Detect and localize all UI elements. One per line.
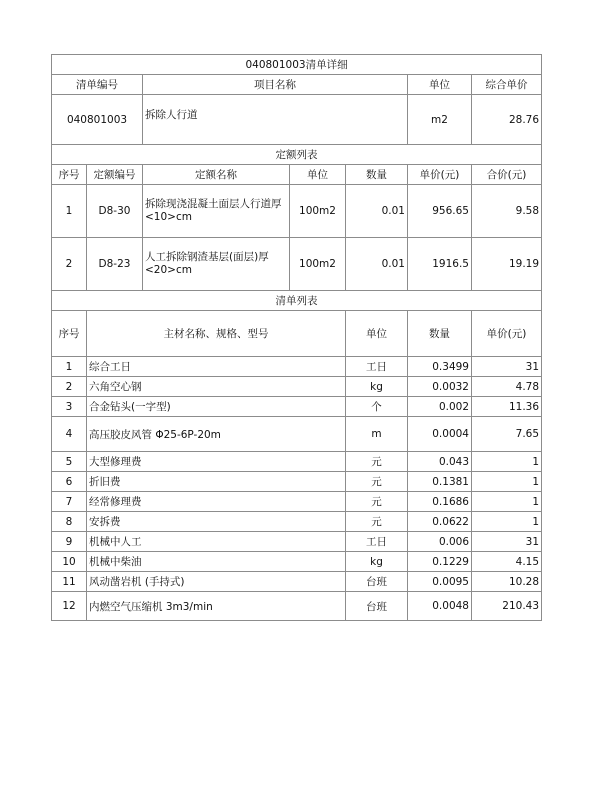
material-name: 经常修理费 xyxy=(87,492,346,512)
title-row xyxy=(52,55,542,75)
material-price: 4.78 xyxy=(472,377,542,397)
material-price: 31 xyxy=(472,357,542,377)
material-price: 1 xyxy=(472,452,542,472)
quota-col-price: 单价(元) xyxy=(408,165,472,185)
material-row xyxy=(52,552,542,572)
material-unit: kg xyxy=(346,377,408,397)
material-qty: 0.1229 xyxy=(408,552,472,572)
material-unit: 元 xyxy=(346,492,408,512)
quota-code: D8-23 xyxy=(87,238,143,291)
material-price: 4.15 xyxy=(472,552,542,572)
material-no: 2 xyxy=(52,377,87,397)
material-name: 机械中人工 xyxy=(87,532,346,552)
material-name: 高压胶皮风管 Φ25-6P-20m xyxy=(87,417,346,452)
material-name: 综合工日 xyxy=(87,357,346,377)
material-row xyxy=(52,592,542,621)
material-row xyxy=(52,397,542,417)
bill-name: 拆除人行道 xyxy=(143,95,408,145)
material-no: 11 xyxy=(52,572,87,592)
material-qty: 0.043 xyxy=(408,452,472,472)
material-row xyxy=(52,492,542,512)
material-no: 7 xyxy=(52,492,87,512)
unit-label: 单位 xyxy=(408,75,472,95)
quota-row xyxy=(52,238,542,291)
material-no: 9 xyxy=(52,532,87,552)
material-name: 机械中柴油 xyxy=(87,552,346,572)
quota-total: 9.58 xyxy=(472,185,542,238)
material-qty: 0.0032 xyxy=(408,377,472,397)
quota-price: 1916.5 xyxy=(408,238,472,291)
quota-col-name: 定额名称 xyxy=(143,165,290,185)
quota-section-row xyxy=(52,145,542,165)
material-row xyxy=(52,357,542,377)
material-no: 6 xyxy=(52,472,87,492)
material-unit: 个 xyxy=(346,397,408,417)
material-no: 8 xyxy=(52,512,87,532)
code-label: 清单编号 xyxy=(52,75,143,95)
quota-col-qty: 数量 xyxy=(346,165,408,185)
header-label-row xyxy=(52,75,542,95)
material-price: 1 xyxy=(472,512,542,532)
material-price: 1 xyxy=(472,472,542,492)
material-no: 10 xyxy=(52,552,87,572)
quota-section-title: 定额列表 xyxy=(52,145,542,165)
material-row xyxy=(52,472,542,492)
material-name: 六角空心钢 xyxy=(87,377,346,397)
material-unit: m xyxy=(346,417,408,452)
quota-qty: 0.01 xyxy=(346,185,408,238)
header-value-row xyxy=(52,95,542,145)
quota-col-no: 序号 xyxy=(52,165,87,185)
material-qty: 0.006 xyxy=(408,532,472,552)
bill-unit: m2 xyxy=(408,95,472,145)
material-unit: 元 xyxy=(346,472,408,492)
material-row xyxy=(52,377,542,397)
material-price: 210.43 xyxy=(472,592,542,621)
mat-col-no: 序号 xyxy=(52,311,87,357)
quota-header-row xyxy=(52,165,542,185)
bill-code: 040801003 xyxy=(52,95,143,145)
quota-code: D8-30 xyxy=(87,185,143,238)
material-qty: 0.1381 xyxy=(408,472,472,492)
material-qty: 0.0095 xyxy=(408,572,472,592)
material-name: 内燃空气压缩机 3m3/min xyxy=(87,592,346,621)
material-row xyxy=(52,512,542,532)
material-unit: 台班 xyxy=(346,572,408,592)
mat-col-qty: 数量 xyxy=(408,311,472,357)
material-price: 10.28 xyxy=(472,572,542,592)
material-row xyxy=(52,572,542,592)
sheet-title: 040801003清单详细 xyxy=(52,55,542,75)
material-price: 7.65 xyxy=(472,417,542,452)
material-name: 大型修理费 xyxy=(87,452,346,472)
bill-detail-table xyxy=(51,54,542,621)
quota-qty: 0.01 xyxy=(346,238,408,291)
material-qty: 0.0622 xyxy=(408,512,472,532)
material-unit: 元 xyxy=(346,452,408,472)
quota-price: 956.65 xyxy=(408,185,472,238)
material-unit: 台班 xyxy=(346,592,408,621)
material-unit: 元 xyxy=(346,512,408,532)
material-name: 风动凿岩机 (手持式) xyxy=(87,572,346,592)
quota-col-code: 定额编号 xyxy=(87,165,143,185)
material-price: 31 xyxy=(472,532,542,552)
name-label: 项目名称 xyxy=(143,75,408,95)
mat-col-unit: 单位 xyxy=(346,311,408,357)
material-no: 1 xyxy=(52,357,87,377)
quota-unit: 100m2 xyxy=(290,238,346,291)
material-unit: 工日 xyxy=(346,532,408,552)
quota-col-unit: 单位 xyxy=(290,165,346,185)
material-no: 4 xyxy=(52,417,87,452)
quota-name: 拆除现浇混凝土面层人行道厚<10>cm xyxy=(143,185,290,238)
material-row xyxy=(52,532,542,552)
material-price: 1 xyxy=(472,492,542,512)
material-unit: kg xyxy=(346,552,408,572)
material-qty: 0.0004 xyxy=(408,417,472,452)
bill-price: 28.76 xyxy=(472,95,542,145)
mat-col-name: 主材名称、规格、型号 xyxy=(87,311,346,357)
quota-name: 人工拆除钢渣基层(面层)厚<20>cm xyxy=(143,238,290,291)
material-price: 11.36 xyxy=(472,397,542,417)
material-no: 5 xyxy=(52,452,87,472)
quota-no: 2 xyxy=(52,238,87,291)
price-label: 综合单价 xyxy=(472,75,542,95)
material-name: 合金钻头(一字型) xyxy=(87,397,346,417)
material-qty: 0.3499 xyxy=(408,357,472,377)
materials-section-row xyxy=(52,291,542,311)
materials-section-title: 清单列表 xyxy=(52,291,542,311)
material-unit: 工日 xyxy=(346,357,408,377)
material-qty: 0.002 xyxy=(408,397,472,417)
material-qty: 0.1686 xyxy=(408,492,472,512)
material-name: 安拆费 xyxy=(87,512,346,532)
material-no: 3 xyxy=(52,397,87,417)
quota-no: 1 xyxy=(52,185,87,238)
material-name: 折旧费 xyxy=(87,472,346,492)
material-row xyxy=(52,452,542,472)
quota-unit: 100m2 xyxy=(290,185,346,238)
material-qty: 0.0048 xyxy=(408,592,472,621)
quota-row xyxy=(52,185,542,238)
material-no: 12 xyxy=(52,592,87,621)
materials-header-row xyxy=(52,311,542,357)
mat-col-price: 单价(元) xyxy=(472,311,542,357)
quota-col-total: 合价(元) xyxy=(472,165,542,185)
quota-total: 19.19 xyxy=(472,238,542,291)
material-row xyxy=(52,417,542,452)
